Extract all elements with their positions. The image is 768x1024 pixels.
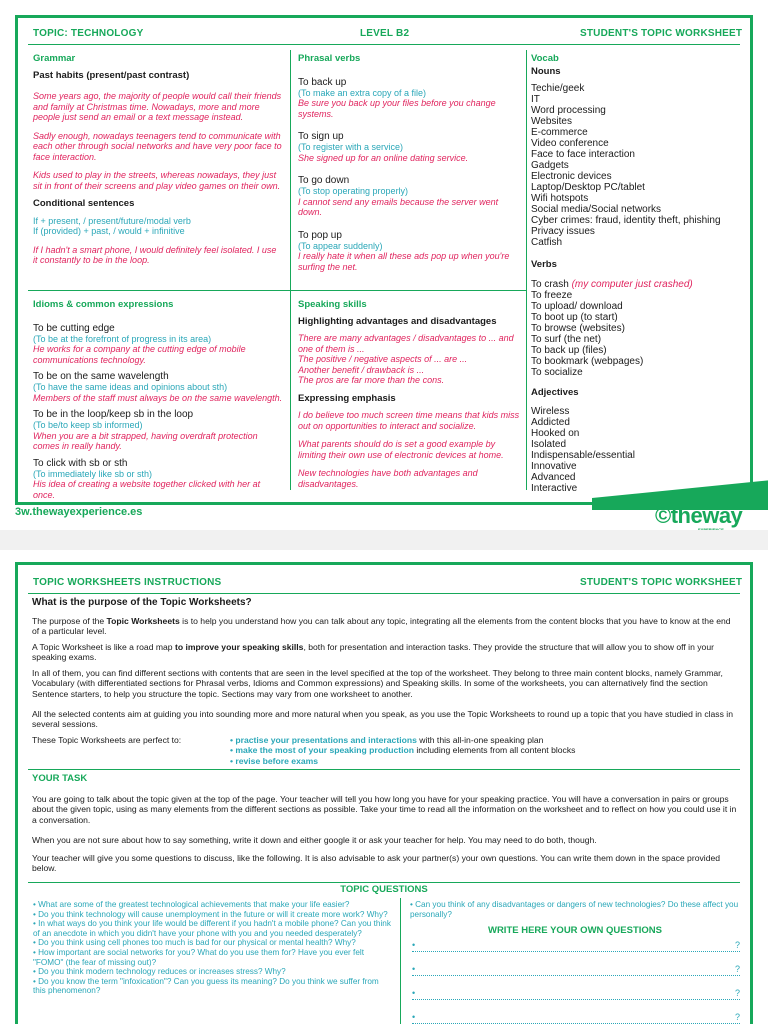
- topic-questions-list: [33, 900, 393, 996]
- perfect-label: These Topic Worksheets are perfect to:: [32, 735, 182, 745]
- noun-item: Gadgets: [531, 160, 569, 171]
- topic-header: TOPIC: TECHNOLOGY: [33, 28, 144, 39]
- idiom-definition: (To immediately like sb or sth): [33, 468, 153, 479]
- phrasal-verb-item: [298, 131, 520, 163]
- topic-question: • Do you think using cell phones too much is bad for our physical or mental health? Why?: [33, 938, 356, 948]
- purpose-bullet: [230, 756, 730, 766]
- noun-item: Websites: [531, 116, 572, 127]
- topic-question: • Do you know the term "infoxication"? Can you guess its meaning? Do you think we suffer from this phenomenon?: [33, 976, 379, 996]
- noun-item: Laptop/Desktop PC/tablet: [531, 182, 645, 193]
- phrasal-verbs-list: [298, 77, 520, 273]
- purpose-bullet-rest: including elements from all content blocks: [413, 745, 576, 756]
- row-divider: [28, 290, 526, 291]
- phrasal-verb-definition: (To appear suddenly): [298, 240, 383, 251]
- idiom: To be in the loop/keep sb in the loop: [33, 409, 194, 420]
- verb-item: To browse (websites): [531, 322, 625, 334]
- topic-question: • What are some of the greatest technological achievements that make your life easier?: [33, 900, 350, 909]
- verbs-list: [531, 290, 741, 378]
- grammar-title: Grammar: [33, 53, 76, 64]
- para1-text-b: Topic Worksheets: [106, 616, 180, 626]
- emphasis-title: Expressing emphasis: [298, 392, 396, 404]
- verb-item: To upload/ download: [531, 300, 623, 312]
- purpose-bullet: [230, 735, 730, 745]
- own-question-mark: ?: [734, 940, 740, 950]
- noun-item: IT: [531, 94, 540, 105]
- theway-logo: ©theway: [655, 503, 743, 528]
- verb-crash: [531, 279, 741, 290]
- header-divider-2: [28, 593, 740, 594]
- idiom-example: His idea of creating a website together clicked with her at once.: [33, 479, 261, 500]
- purpose-paragraph-1: [32, 616, 738, 637]
- own-question-line: [412, 964, 740, 976]
- vocab-section: [531, 54, 741, 494]
- idiom: To be on the same wavelength: [33, 371, 169, 382]
- column-divider-1: [290, 50, 291, 490]
- task-paragraph-2: When you are not sure about how to say something, write it down and either google it or ask your teacher for help. You may need to do both, though.: [32, 835, 597, 845]
- adjective-item: Advanced: [531, 472, 576, 483]
- phrasal-verb-example: Be sure you back up your files before you change systems.: [298, 98, 496, 119]
- adjectives-list: [531, 406, 741, 494]
- para1-text-c: is to help you understand how you can talk about any topic, integrating all the elements from the content blocks that you have to know at the end of a particular level.: [32, 616, 731, 637]
- adjective-item: Addicted: [531, 417, 570, 428]
- emphasis-example-1: I do believe too much screen time means that kids miss out on opportunities to interact and socialize.: [298, 410, 520, 431]
- noun-item: Face to face interaction: [531, 149, 635, 160]
- purpose-question: What is the purpose of the Topic Worksheets?: [32, 597, 252, 608]
- phrasal-verb-example: She signed up for an online dating service.: [298, 152, 469, 163]
- column-divider-2: [526, 50, 527, 490]
- vocab-title: Vocab: [531, 53, 559, 64]
- phrasal-verb-example: I really hate it when all these ads pop up when you're surfing the net.: [298, 251, 510, 272]
- idiom-definition: (To be/to keep sb informed): [33, 420, 143, 430]
- idiom-item: [33, 371, 283, 403]
- purpose-bullet: [230, 745, 730, 755]
- adjective-item: Wireless: [531, 406, 570, 417]
- worksheet-header: STUDENT'S TOPIC WORKSHEET: [580, 28, 743, 39]
- instructions-header: TOPIC WORKSHEETS INSTRUCTIONS: [33, 577, 222, 588]
- idiom-item: [33, 458, 283, 501]
- verb-item: To back up (files): [531, 344, 607, 356]
- advantages-example-4: The pros are far more than the cons.: [298, 375, 445, 385]
- verbs-title: Verbs: [531, 259, 557, 270]
- emphasis-example-2: What parents should do is set a good example by limiting their own use of electronic devices at home.: [298, 439, 504, 460]
- phrasal-verbs-title: Phrasal verbs: [298, 53, 361, 64]
- adjective-item: Indispensable/essential: [531, 450, 635, 461]
- conditional-rule-1: If + present, / present/future/modal verb: [33, 215, 191, 226]
- grammar-example-1: Some years ago, the majority of people would call their friends and family at Christmas time. Nowadays, more and more people just send an email or a text message instead.: [33, 91, 282, 122]
- topic-question: • In what ways do you think your life would be different if you hadn't a mobile phone? Can you think of an anecdote in which you didn't have your phone with you and you needed desperately?: [33, 919, 391, 938]
- phrasal-verbs-section: [298, 54, 520, 284]
- idiom-example: Members of the staff must always be on the same wavelength.: [33, 392, 283, 403]
- conditional-title: Conditional sentences: [33, 198, 135, 209]
- speaking-section: [298, 300, 520, 489]
- verb-item: To boot up (to start): [531, 311, 618, 323]
- own-question-bullet: •: [412, 940, 416, 950]
- worksheet-header-2: STUDENT'S TOPIC WORKSHEET: [580, 577, 743, 588]
- own-question-mark: ?: [734, 1012, 740, 1022]
- verb-item: To socialize: [531, 366, 583, 378]
- phrasal-verb-example: I cannot send any emails because the server went down.: [298, 196, 499, 217]
- adjective-item: Hooked on: [531, 428, 580, 439]
- task-paragraph-3: Your teacher will give you some questions to discuss, like the following. It is also advisable to ask your partner(s) your own questions. You can write them down in the space provided below.: [32, 853, 721, 874]
- phrasal-verb-item: [298, 230, 520, 273]
- questions-divider: [28, 882, 740, 883]
- header-divider: [28, 44, 740, 45]
- idiom-definition: (To be at the forefront of progress in its area): [33, 333, 212, 344]
- advantages-example-3: Another benefit / drawback is ...: [298, 364, 425, 375]
- purpose-bullet-rest: with this all-in-one speaking plan: [416, 735, 544, 745]
- own-question-mark: ?: [734, 964, 740, 974]
- para2-text-c: , both for presentation and interaction tasks. They provide the structure that will allow you to show off in your speaking exams.: [32, 642, 714, 663]
- phrasal-verb: To sign up: [298, 131, 344, 142]
- own-question-line: [412, 988, 740, 1000]
- idiom-example: When you are a bit strapped, having overdraft protection comes in really handy.: [33, 430, 258, 451]
- own-questions-lines: [412, 940, 740, 1024]
- own-question-line: [412, 1012, 740, 1024]
- idiom-example: He works for a company at the cutting edge of mobile communications technology.: [33, 344, 246, 365]
- questions-column-divider: [400, 898, 401, 1024]
- grammar-section: [33, 54, 283, 266]
- topic-question: • Do you think modern technology reduces or increases stress? Why?: [33, 967, 286, 977]
- verb-item: To freeze: [531, 289, 573, 301]
- conditional-example: If I hadn't a smart phone, I would definitely feel isolated. I use it constantly to be in the loop.: [33, 244, 277, 265]
- advantages-title: Highlighting advantages and disadvantages: [298, 315, 497, 327]
- purpose-bullet-highlight: • practise your presentations and interactions: [230, 735, 417, 745]
- nouns-title: Nouns: [531, 65, 561, 77]
- verb-crash-label: To crash: [531, 278, 569, 290]
- phrasal-verb-item: [298, 175, 520, 218]
- purpose-bullet-highlight: • revise before exams: [230, 755, 319, 766]
- level-header: LEVEL B2: [360, 28, 410, 39]
- para1-text-a: The purpose of the: [32, 616, 107, 626]
- noun-item: Electronic devices: [531, 171, 612, 182]
- grammar-example-3: Kids used to play in the streets, whereas nowadays, they just sit in front of their screens and play video games on their own.: [33, 170, 281, 191]
- idiom-item: [33, 323, 283, 366]
- phrasal-verb-definition: (To make an extra copy of a file): [298, 87, 427, 98]
- own-question-mark: ?: [734, 988, 740, 998]
- noun-item: Catfish: [531, 237, 563, 248]
- phrasal-verb-definition: (To stop operating properly): [298, 186, 409, 196]
- noun-item: Techie/geek: [531, 83, 585, 94]
- idiom-definition: (To have the same ideas and opinions about sth): [33, 382, 228, 392]
- noun-item: Word processing: [531, 105, 606, 116]
- noun-item: Cyber crimes: fraud, identity theft, phishing: [531, 215, 721, 226]
- advantages-example-2: The positive / negative aspects of ... are ...: [298, 354, 468, 364]
- topic-question: • Do you think technology will cause unemployment in the future or will it create more work? Why?: [33, 909, 388, 919]
- phrasal-verb: To back up: [298, 76, 347, 88]
- noun-item: Wifi hotspots: [531, 193, 589, 204]
- past-habits-title: Past habits (present/past contrast): [33, 69, 190, 81]
- advantages-example-1: There are many advantages / disadvantages to ... and one of them is ...: [298, 333, 514, 354]
- grammar-example-2: Sadly enough, nowadays teenagers tend to communicate with each other through social networks and have very poor face to face interaction.: [33, 130, 282, 162]
- own-questions-title: WRITE HERE YOUR OWN QUESTIONS: [487, 925, 662, 936]
- adjective-item: Isolated: [531, 439, 567, 450]
- task-paragraph-1: You are going to talk about the topic given at the top of the page. Your teacher will tell you how long you have for your speaking practice. You will have a conversation in pairs or groups about the given topic, using as many elements from the different sections as possible. Take your time to read all the information on the worksheet and to reflect on how you could use it in a conversation.: [32, 794, 737, 825]
- speaking-title: Speaking skills: [298, 299, 367, 310]
- own-question-bullet: •: [412, 1012, 416, 1022]
- noun-item: E-commerce: [531, 127, 588, 138]
- topic-question-right: • Can you think of any disadvantages or dangers of new technologies? Do these affect you personally?: [410, 900, 739, 919]
- emphasis-example-3: New technologies have both advantages and disadvantages.: [298, 468, 478, 489]
- noun-item: Social media/Social networks: [531, 204, 662, 215]
- phrasal-verb: To pop up: [298, 229, 342, 241]
- idioms-title: Idioms & common expressions: [33, 299, 174, 310]
- purpose-paragraph-3: In all of them, you can find different sections with contents that are seen in the level specified at the top of the worksheet. They belong to three main content blocks, namely Grammar, Vocabulary (with differentiated sections for Phrasal verbs, Idioms and Common expressions) and Speaking skills. In some of the worksheets, you can alternatively find the section Sentence starters, to help you structure the topic. Sections may vary from one worksheet to another.: [32, 668, 723, 699]
- adjectives-title: Adjectives: [531, 386, 579, 398]
- nouns-list: [531, 83, 741, 248]
- verb-crash-example: (my computer just crashed): [571, 278, 693, 290]
- phrasal-verb-item: [298, 77, 520, 120]
- noun-item: Video conference: [531, 138, 609, 149]
- purpose-bullet-highlight: • make the most of your speaking production: [230, 745, 414, 756]
- idioms-list: [33, 323, 283, 501]
- own-question-bullet: •: [412, 988, 416, 998]
- worksheet-page-2: [0, 550, 768, 1024]
- conditional-rule-2: If (provided) + past, / would + infinitive: [33, 226, 185, 236]
- phrasal-verb-definition: (To register with a service): [298, 142, 404, 152]
- idiom: To click with sb or sth: [33, 457, 128, 469]
- task-divider: [28, 769, 740, 770]
- purpose-paragraph-2: [32, 642, 738, 663]
- own-question-line: [412, 940, 740, 952]
- purpose-paragraph-4: All the selected contents aim at guiding you into sounding more and more natural when you speak, as you use the Topic Worksheets to round up a topic that you have studied in class in several sessions.: [32, 709, 733, 730]
- noun-item: Privacy issues: [531, 226, 595, 237]
- para2-text-b: to improve your speaking skills: [174, 642, 304, 652]
- verb-item: To bookmark (webpages): [531, 355, 644, 367]
- idiom-item: [33, 409, 283, 452]
- adjective-item: Interactive: [531, 483, 578, 494]
- verb-item: To surf (the net): [531, 333, 602, 345]
- idiom: To be cutting edge: [33, 322, 115, 334]
- website-link[interactable]: 3w.thewayexperience.es: [15, 506, 143, 518]
- topic-questions-title: TOPIC QUESTIONS: [340, 884, 428, 895]
- adjective-item: Innovative: [531, 461, 577, 472]
- phrasal-verb: To go down: [298, 175, 350, 186]
- idioms-section: [33, 300, 283, 506]
- page-gap: [0, 530, 768, 550]
- para2-text-a: A Topic Worksheet is like a road map: [32, 642, 175, 652]
- own-question-bullet: •: [412, 964, 416, 974]
- task-title: YOUR TASK: [32, 773, 88, 784]
- purpose-bullets: [230, 735, 730, 766]
- topic-question: • How important are social networks for you? What do you use them for? Have you ever felt "FOMO" (the fear of missing out)?: [33, 947, 364, 967]
